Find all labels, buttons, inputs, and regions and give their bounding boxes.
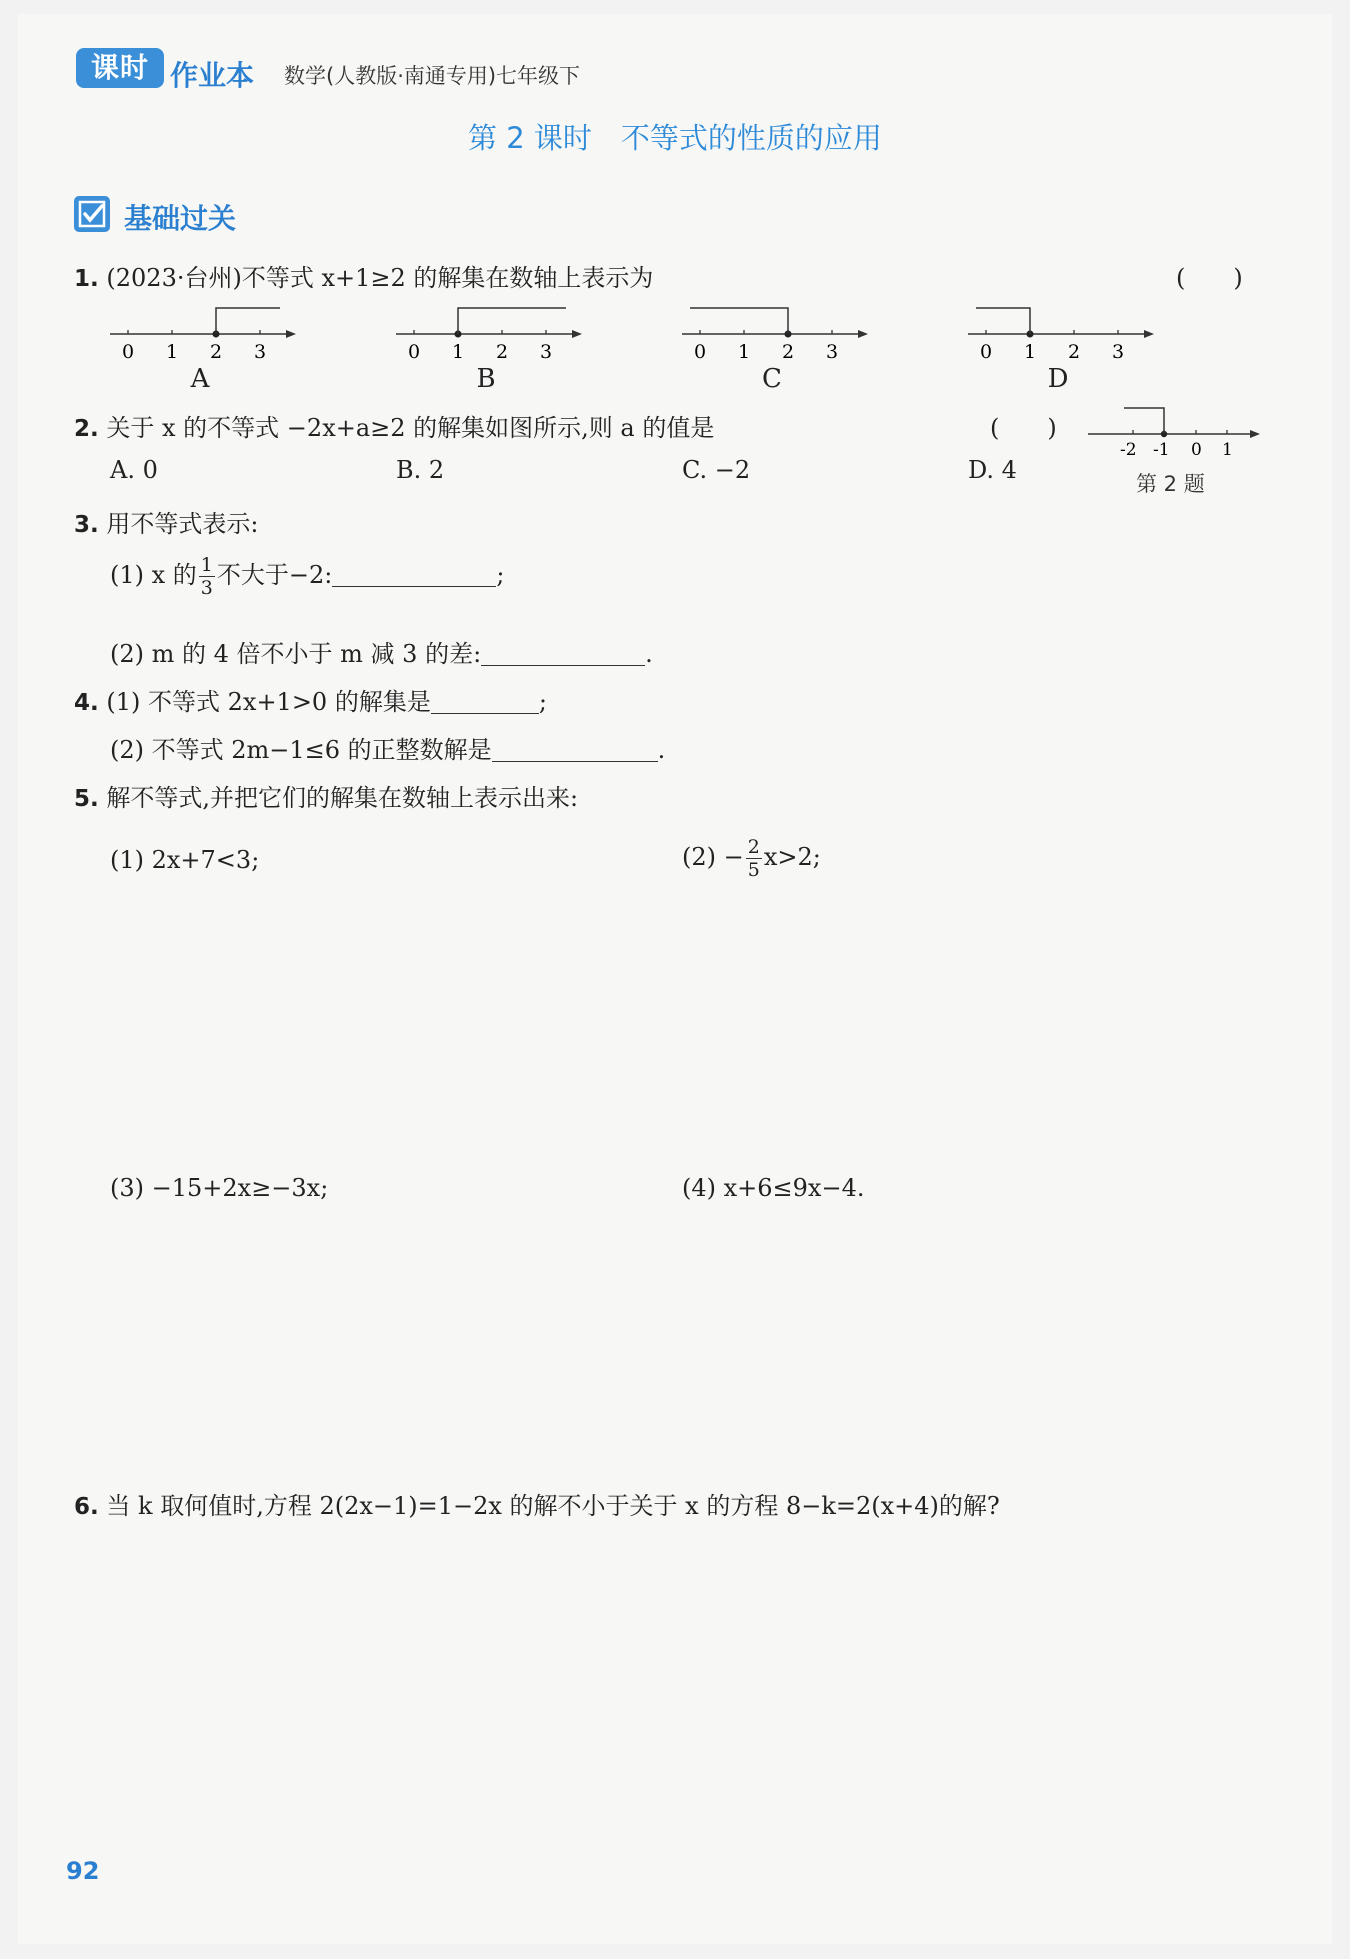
tick-label: 2 (210, 341, 223, 363)
tick-label: 3 (540, 341, 553, 363)
number-line-a (108, 300, 298, 366)
tick-label: 3 (826, 341, 839, 363)
part-text: (1) 不等式 2x+1>0 的解集是 (106, 688, 431, 716)
answer-blank[interactable] (332, 586, 496, 587)
answer-blank[interactable] (481, 665, 645, 666)
q5-part-1: (1) 2x+7<3; (110, 846, 260, 874)
question-2 (74, 408, 714, 443)
choice-label-d[interactable]: D (1047, 364, 1069, 394)
question-number: 6. (74, 1494, 99, 1520)
question-text: 关于 x 的不等式 −2x+a≥2 的解集如图所示,则 a 的值是 (106, 414, 715, 442)
question-4 (74, 682, 547, 717)
answer-parens: ( ) (990, 414, 1057, 442)
fraction-denominator: 5 (747, 859, 760, 881)
question-text: 用不等式表示: (106, 510, 259, 538)
answer-blank[interactable] (492, 761, 658, 762)
tick-label: 3 (1112, 341, 1125, 363)
tick-label: 1 (738, 341, 751, 363)
tick-label: -2 (1120, 440, 1137, 460)
fraction-denominator: 3 (200, 577, 213, 599)
series-title: 作业本 (170, 59, 255, 92)
tick-label: 1 (452, 341, 465, 363)
tick-label: 0 (408, 341, 421, 363)
option-c[interactable]: C. −2 (682, 456, 751, 484)
tick-label: 2 (1068, 341, 1081, 363)
question-text: 解不等式,并把它们的解集在数轴上表示出来: (106, 784, 579, 812)
q5-part-3: (3) −15+2x≥−3x; (110, 1174, 329, 1202)
part-text: (2) − (682, 843, 744, 871)
publisher-logo: 课时 (76, 48, 164, 88)
part-text: (2) m 的 4 倍不小于 m 减 3 的差: (110, 640, 482, 668)
fraction (746, 836, 762, 881)
fraction-numerator: 1 (200, 554, 213, 576)
option-a[interactable]: A. 0 (110, 456, 158, 484)
number-line-c (680, 300, 870, 366)
punctuation: ; (496, 561, 505, 589)
fraction (199, 554, 215, 599)
question-1 (74, 258, 653, 293)
tick-label: 1 (1222, 440, 1233, 460)
tick-label: 1 (1024, 341, 1037, 363)
part-text: x>2; (763, 843, 821, 871)
answer-parens: ( ) (1176, 264, 1243, 292)
fraction-numerator: 2 (747, 836, 760, 858)
q5-part-4: (4) x+6≤9x−4. (682, 1174, 865, 1202)
question-number: 3. (74, 512, 99, 538)
tick-label: 0 (694, 341, 707, 363)
question-number: 4. (74, 690, 99, 716)
question-number: 2. (74, 416, 99, 442)
question-5 (74, 778, 578, 813)
q3-part-2 (110, 634, 653, 669)
tick-label: 2 (496, 341, 509, 363)
tick-label: 3 (254, 341, 267, 363)
punctuation: . (657, 736, 666, 764)
question-text: (2023·台州)不等式 x+1≥2 的解集在数轴上表示为 (106, 264, 654, 292)
choice-label-c[interactable]: C (762, 364, 782, 394)
option-d[interactable]: D. 4 (968, 456, 1017, 484)
tick-label: 1 (166, 341, 179, 363)
tick-label: 2 (782, 341, 795, 363)
figure-caption: 第 2 题 (1136, 472, 1205, 496)
punctuation: ; (538, 688, 547, 716)
question-3 (74, 504, 258, 539)
q5-part-2 (682, 836, 821, 881)
tick-label: -1 (1153, 440, 1170, 460)
tick-label: 0 (122, 341, 135, 363)
question-6 (74, 1486, 1000, 1521)
part-text: (1) x 的 (110, 561, 197, 589)
question-number: 1. (74, 266, 99, 292)
choice-label-b[interactable]: B (476, 364, 496, 394)
question-text: 当 k 取何值时,方程 2(2x−1)=1−2x 的解不小于关于 x 的方程 8−k=2(x+4)的解? (106, 1492, 1000, 1520)
punctuation: . (645, 640, 653, 668)
choice-label-a[interactable]: A (190, 364, 210, 394)
q3-part-1 (110, 554, 504, 599)
number-line-d (966, 300, 1156, 366)
tick-label: 0 (980, 341, 993, 363)
question-number: 5. (74, 786, 99, 812)
number-line-b (394, 300, 584, 366)
page-number: 92 (66, 1857, 100, 1885)
lesson-title: 第 2 课时 不等式的性质的应用 (468, 121, 882, 155)
subject-label: 数学(人教版·南通专用)七年级下 (284, 64, 581, 88)
option-b[interactable]: B. 2 (396, 456, 445, 484)
q2-number-line (1086, 400, 1262, 462)
answer-blank[interactable] (431, 713, 539, 714)
q4-part-2 (110, 730, 665, 765)
part-text: (2) 不等式 2m−1≤6 的正整数解是 (110, 736, 492, 764)
part-text: 不大于−2: (216, 561, 333, 589)
tick-label: 0 (1191, 440, 1202, 460)
checkbox-icon (74, 196, 110, 232)
section-title: 基础过关 (124, 202, 237, 235)
